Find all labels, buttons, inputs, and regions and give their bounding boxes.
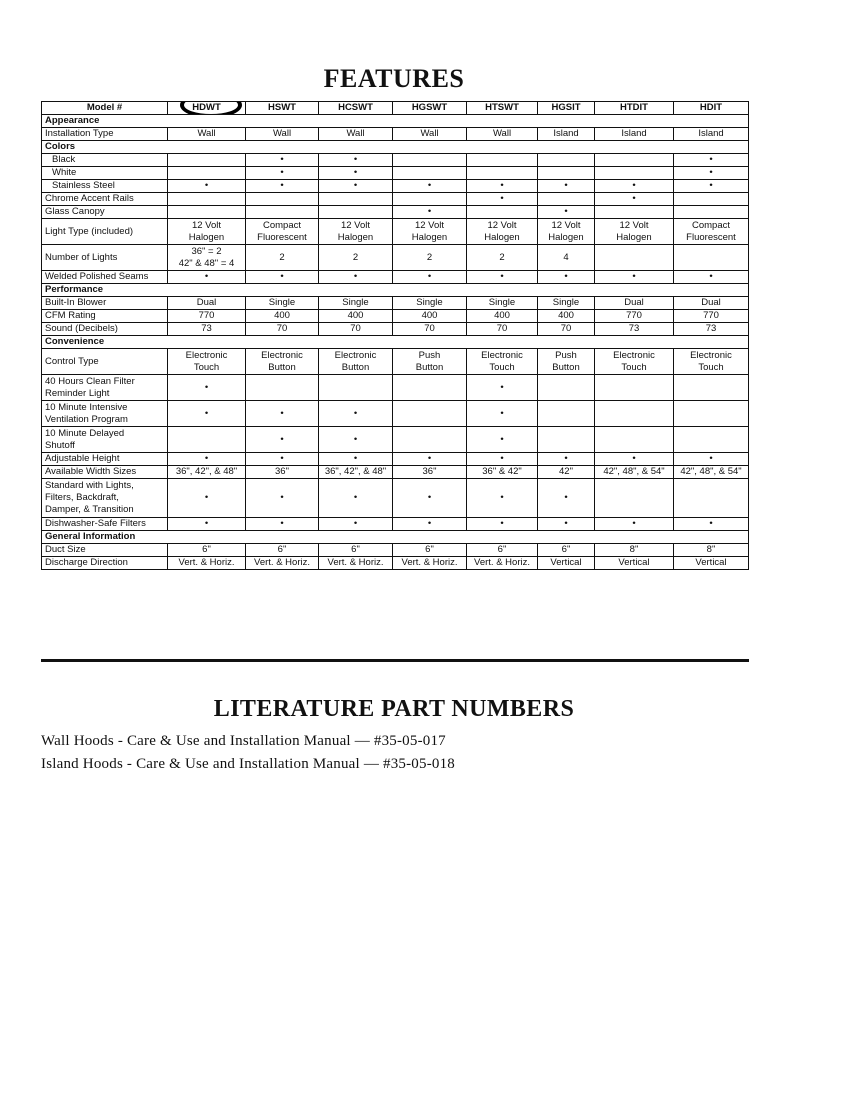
table-cell: 2 — [246, 245, 319, 271]
table-cell: 12 Volt Halogen — [538, 219, 595, 245]
model-header-htdit: HTDIT — [595, 102, 674, 115]
row-label: Installation Type — [42, 128, 168, 141]
table-cell: 70 — [393, 323, 467, 336]
feature-dot: • — [595, 453, 674, 466]
feature-dot: • — [246, 479, 319, 518]
feature-dot: • — [168, 180, 246, 193]
row-label: Control Type — [42, 349, 168, 375]
row-label: 10 Minute Delayed Shutoff — [42, 427, 168, 453]
table-cell: Vert. & Horiz. — [393, 557, 467, 570]
table-cell: Push Button — [393, 349, 467, 375]
feature-dot: • — [168, 518, 246, 531]
table-row — [42, 479, 749, 518]
table-cell: 6" — [538, 544, 595, 557]
table-cell: 70 — [319, 323, 393, 336]
feature-dot: • — [538, 206, 595, 219]
feature-dot: • — [538, 453, 595, 466]
model-header-hgsit: HGSIT — [538, 102, 595, 115]
table-row — [42, 401, 749, 427]
table-cell — [393, 193, 467, 206]
table-cell — [595, 245, 674, 271]
table-cell: Electronic Button — [319, 349, 393, 375]
table-cell: Electronic Button — [246, 349, 319, 375]
table-cell — [595, 375, 674, 401]
table-cell — [246, 375, 319, 401]
table-cell: 2 — [393, 245, 467, 271]
table-cell: Electronic Touch — [467, 349, 538, 375]
table-cell — [168, 427, 246, 453]
feature-dot: • — [674, 154, 749, 167]
table-cell — [674, 375, 749, 401]
table-row — [42, 427, 749, 453]
section-row — [42, 336, 749, 349]
section-row — [42, 531, 749, 544]
table-cell — [674, 193, 749, 206]
table-cell — [595, 401, 674, 427]
table-cell: Single — [467, 297, 538, 310]
section-label: General Information — [42, 531, 749, 544]
table-cell — [538, 401, 595, 427]
feature-dot: • — [168, 479, 246, 518]
table-cell: Electronic Touch — [674, 349, 749, 375]
table-row — [42, 297, 749, 310]
table-cell: Wall — [393, 128, 467, 141]
feature-dot: • — [467, 427, 538, 453]
table-cell: 12 Volt Halogen — [595, 219, 674, 245]
table-cell: Single — [246, 297, 319, 310]
table-cell: 36" & 42" — [467, 466, 538, 479]
feature-dot: • — [319, 427, 393, 453]
row-label: Stainless Steel — [42, 180, 168, 193]
table-cell: Vert. & Horiz. — [467, 557, 538, 570]
table-cell: Dual — [595, 297, 674, 310]
table-cell — [319, 375, 393, 401]
table-cell: 770 — [595, 310, 674, 323]
section-row — [42, 141, 749, 154]
table-cell: Compact Fluorescent — [246, 219, 319, 245]
table-cell: Dual — [674, 297, 749, 310]
row-label: Welded Polished Seams — [42, 271, 168, 284]
row-label: Glass Canopy — [42, 206, 168, 219]
table-row — [42, 349, 749, 375]
table-cell — [393, 401, 467, 427]
table-cell: 8" — [674, 544, 749, 557]
table-cell: Wall — [246, 128, 319, 141]
feature-dot: • — [393, 518, 467, 531]
table-cell: 400 — [467, 310, 538, 323]
feature-dot: • — [467, 453, 538, 466]
feature-dot: • — [393, 479, 467, 518]
model-header-hgswt: HGSWT — [393, 102, 467, 115]
feature-dot: • — [467, 518, 538, 531]
row-label: White — [42, 167, 168, 180]
table-cell — [393, 427, 467, 453]
feature-dot: • — [168, 453, 246, 466]
table-cell: 8" — [595, 544, 674, 557]
feature-dot: • — [246, 271, 319, 284]
table-cell — [393, 167, 467, 180]
table-row — [42, 128, 749, 141]
table-cell: 400 — [319, 310, 393, 323]
feature-dot: • — [467, 479, 538, 518]
features-body — [42, 115, 749, 570]
table-cell: 70 — [246, 323, 319, 336]
table-cell: Island — [674, 128, 749, 141]
table-cell — [246, 193, 319, 206]
table-cell: 36" — [246, 466, 319, 479]
table-row — [42, 271, 749, 284]
table-cell: 36" = 2 42" & 48" = 4 — [168, 245, 246, 271]
feature-dot: • — [538, 479, 595, 518]
row-label: Dishwasher-Safe Filters — [42, 518, 168, 531]
table-cell: Push Button — [538, 349, 595, 375]
feature-dot: • — [319, 401, 393, 427]
table-row — [42, 206, 749, 219]
row-label: Light Type (included) — [42, 219, 168, 245]
table-cell — [168, 154, 246, 167]
table-cell — [595, 479, 674, 518]
section-row — [42, 284, 749, 297]
table-cell — [538, 154, 595, 167]
row-label: Chrome Accent Rails — [42, 193, 168, 206]
table-cell — [168, 167, 246, 180]
feature-dot: • — [246, 453, 319, 466]
row-label: Discharge Direction — [42, 557, 168, 570]
section-divider — [41, 659, 749, 662]
table-cell — [393, 154, 467, 167]
features-table — [41, 101, 749, 570]
table-row — [42, 245, 749, 271]
table-cell — [538, 167, 595, 180]
table-row — [42, 193, 749, 206]
table-cell — [467, 167, 538, 180]
table-cell: Vertical — [595, 557, 674, 570]
table-cell — [467, 206, 538, 219]
feature-dot: • — [538, 271, 595, 284]
feature-dot: • — [467, 193, 538, 206]
feature-dot: • — [246, 180, 319, 193]
table-row — [42, 453, 749, 466]
table-row — [42, 180, 749, 193]
model-header-hcswt: HCSWT — [319, 102, 393, 115]
feature-dot: • — [246, 518, 319, 531]
feature-dot: • — [319, 518, 393, 531]
table-cell: 400 — [246, 310, 319, 323]
table-cell: Island — [595, 128, 674, 141]
table-cell — [595, 427, 674, 453]
section-label: Colors — [42, 141, 749, 154]
table-cell: 12 Volt Halogen — [319, 219, 393, 245]
feature-dot: • — [319, 167, 393, 180]
row-label: Adjustable Height — [42, 453, 168, 466]
feature-dot: • — [168, 271, 246, 284]
feature-dot: • — [393, 206, 467, 219]
table-cell — [393, 375, 467, 401]
section-label: Appearance — [42, 115, 749, 128]
table-cell — [319, 206, 393, 219]
table-cell — [674, 401, 749, 427]
feature-dot: • — [319, 479, 393, 518]
feature-dot: • — [674, 453, 749, 466]
feature-dot: • — [595, 271, 674, 284]
feature-dot: • — [319, 271, 393, 284]
feature-dot: • — [319, 453, 393, 466]
table-cell: Vert. & Horiz. — [246, 557, 319, 570]
table-cell: Vertical — [538, 557, 595, 570]
feature-dot: • — [393, 453, 467, 466]
table-cell — [319, 193, 393, 206]
table-cell: Single — [393, 297, 467, 310]
table-cell: 6" — [246, 544, 319, 557]
feature-dot: • — [467, 180, 538, 193]
table-cell — [595, 154, 674, 167]
table-cell: Wall — [319, 128, 393, 141]
model-name: HDWT — [192, 102, 221, 113]
feature-dot: • — [595, 180, 674, 193]
feature-dot: • — [467, 271, 538, 284]
model-header-hdwt — [168, 102, 246, 115]
feature-dot: • — [319, 154, 393, 167]
table-cell: 400 — [538, 310, 595, 323]
table-cell: 6" — [393, 544, 467, 557]
feature-dot: • — [393, 271, 467, 284]
features-title: FEATURES — [323, 64, 465, 93]
table-cell: 42", 48", & 54" — [674, 466, 749, 479]
row-label: Number of Lights — [42, 245, 168, 271]
table-cell: 770 — [674, 310, 749, 323]
table-cell: Dual — [168, 297, 246, 310]
feature-dot: • — [467, 401, 538, 427]
table-cell — [595, 206, 674, 219]
table-row — [42, 310, 749, 323]
table-cell — [674, 206, 749, 219]
feature-dot: • — [467, 375, 538, 401]
feature-dot: • — [246, 154, 319, 167]
model-header-row — [42, 102, 749, 115]
table-cell — [595, 167, 674, 180]
table-row — [42, 518, 749, 531]
circled-model — [192, 102, 221, 114]
feature-dot: • — [674, 167, 749, 180]
feature-dot: • — [538, 518, 595, 531]
model-header-htswt: HTSWT — [467, 102, 538, 115]
model-label: Model # — [42, 102, 168, 115]
table-cell — [467, 154, 538, 167]
table-cell: 73 — [168, 323, 246, 336]
table-cell: 36", 42", & 48" — [168, 466, 246, 479]
row-label: Available Width Sizes — [42, 466, 168, 479]
literature-line-island: Island Hoods - Care & Use and Installation Manual — #35-05-018 — [41, 756, 455, 772]
table-cell: Vertical — [674, 557, 749, 570]
table-cell: 2 — [319, 245, 393, 271]
table-row — [42, 557, 749, 570]
table-cell: Compact Fluorescent — [674, 219, 749, 245]
feature-dot: • — [319, 180, 393, 193]
table-cell: 400 — [393, 310, 467, 323]
feature-dot: • — [246, 401, 319, 427]
row-label: Black — [42, 154, 168, 167]
feature-dot: • — [674, 518, 749, 531]
table-cell: 6" — [319, 544, 393, 557]
section-label: Performance — [42, 284, 749, 297]
feature-dot: • — [246, 167, 319, 180]
table-cell: 73 — [674, 323, 749, 336]
table-cell: 4 — [538, 245, 595, 271]
table-cell: 42" — [538, 466, 595, 479]
table-row — [42, 154, 749, 167]
table-cell: 70 — [538, 323, 595, 336]
literature-line-wall: Wall Hoods - Care & Use and Installation Manual — #35-05-017 — [41, 733, 446, 749]
table-cell: Vert. & Horiz. — [319, 557, 393, 570]
feature-dot: • — [538, 180, 595, 193]
table-cell — [538, 375, 595, 401]
literature-title: LITERATURE PART NUMBERS — [213, 696, 575, 722]
feature-dot: • — [246, 427, 319, 453]
model-header-hdit: HDIT — [674, 102, 749, 115]
table-cell — [674, 427, 749, 453]
table-row — [42, 466, 749, 479]
table-row — [42, 323, 749, 336]
table-row — [42, 219, 749, 245]
feature-dot: • — [674, 180, 749, 193]
table-cell: 12 Volt Halogen — [168, 219, 246, 245]
table-cell — [538, 193, 595, 206]
table-cell — [674, 479, 749, 518]
row-label: Sound (Decibels) — [42, 323, 168, 336]
table-cell: Vert. & Horiz. — [168, 557, 246, 570]
table-cell — [674, 245, 749, 271]
table-cell: 73 — [595, 323, 674, 336]
feature-dot: • — [595, 518, 674, 531]
table-cell — [538, 427, 595, 453]
table-cell: 42", 48", & 54" — [595, 466, 674, 479]
row-label: 10 Minute Intensive Ventilation Program — [42, 401, 168, 427]
row-label: 40 Hours Clean Filter Reminder Light — [42, 375, 168, 401]
row-label: Built-In Blower — [42, 297, 168, 310]
row-label: Duct Size — [42, 544, 168, 557]
table-cell: 6" — [467, 544, 538, 557]
section-row — [42, 115, 749, 128]
row-label: CFM Rating — [42, 310, 168, 323]
table-cell: Island — [538, 128, 595, 141]
model-header-hswt: HSWT — [246, 102, 319, 115]
row-label: Standard with Lights, Filters, Backdraft, Damper, & Transition — [42, 479, 168, 518]
feature-dot: • — [595, 193, 674, 206]
table-cell: 36", 42", & 48" — [319, 466, 393, 479]
feature-dot: • — [168, 401, 246, 427]
feature-dot: • — [168, 375, 246, 401]
table-cell: Wall — [168, 128, 246, 141]
table-cell: 2 — [467, 245, 538, 271]
section-label: Convenience — [42, 336, 749, 349]
table-cell — [168, 206, 246, 219]
table-cell: 70 — [467, 323, 538, 336]
table-cell: 12 Volt Halogen — [393, 219, 467, 245]
table-row — [42, 167, 749, 180]
table-cell: 770 — [168, 310, 246, 323]
feature-dot: • — [393, 180, 467, 193]
table-cell: Electronic Touch — [595, 349, 674, 375]
table-cell — [246, 206, 319, 219]
table-row — [42, 375, 749, 401]
table-cell: Electronic Touch — [168, 349, 246, 375]
table-cell: Single — [538, 297, 595, 310]
table-cell: Wall — [467, 128, 538, 141]
table-cell: 6" — [168, 544, 246, 557]
table-cell: 36" — [393, 466, 467, 479]
table-cell: Single — [319, 297, 393, 310]
feature-dot: • — [674, 271, 749, 284]
table-row — [42, 544, 749, 557]
table-cell — [168, 193, 246, 206]
table-cell: 12 Volt Halogen — [467, 219, 538, 245]
